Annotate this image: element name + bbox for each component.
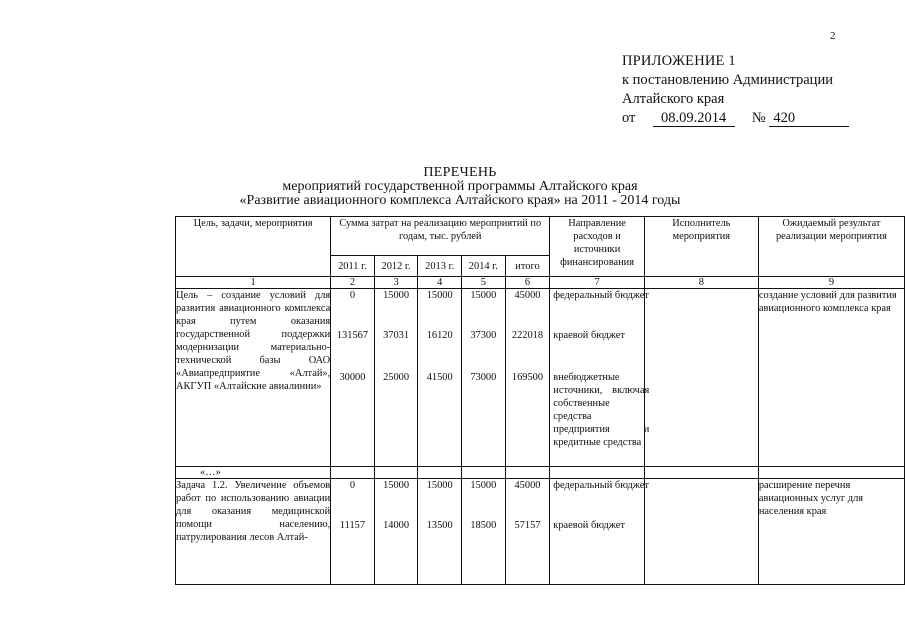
year-2013-cell: [418, 479, 462, 585]
year-2014-cell: [462, 479, 506, 585]
value: 37031: [383, 330, 410, 341]
ellipsis-text: «…»: [176, 467, 331, 479]
value: 222018: [511, 330, 544, 341]
executor-cell: [644, 289, 758, 467]
header-sum: Сумма затрат на реализацию мероприятий по годам, тыс. рублей: [331, 217, 550, 256]
executor-cell: [644, 479, 758, 585]
value: 15000: [426, 480, 453, 491]
year-2012-cell: [374, 289, 418, 467]
value: 0: [349, 480, 356, 491]
header-year-2012: 2012 г.: [374, 256, 418, 277]
table-row: [176, 467, 905, 479]
direction-text: краевой бюджет: [553, 330, 625, 341]
value: 15000: [383, 290, 410, 301]
header-direction: Направление расходов и источники финансирования: [550, 217, 645, 277]
task-text: Задача 1.2. Увеличение объемов работ по использованию авиации для оказания медицинской помощи населению, патрулирования лесов Алтай-: [176, 479, 331, 585]
direction-text: федеральный бюджет: [553, 290, 649, 301]
table-row: [176, 479, 905, 585]
header-goal: Цель, задачи, мероприятия: [176, 217, 331, 277]
header-total: итого: [505, 256, 550, 277]
measures-table: [175, 216, 905, 585]
header-executor: Исполнитель мероприятия: [644, 217, 758, 277]
value: 45000: [514, 480, 541, 491]
header-year-2013: 2013 г.: [418, 256, 462, 277]
value: 15000: [383, 480, 410, 491]
year-2014-cell: [462, 289, 506, 467]
value: 41500: [426, 372, 453, 383]
title-line1: ПЕРЕЧЕНЬ: [423, 165, 497, 180]
title-line3: «Развитие авиационного комплекса Алтайского края» на 2011 - 2014 годы: [239, 193, 681, 208]
col-number: 6: [505, 277, 550, 289]
result-text: создание условий для развития авиационного комплекса края: [758, 289, 904, 467]
value: 73000: [470, 372, 497, 383]
appendix-block: [622, 52, 849, 128]
col-number: 8: [644, 277, 758, 289]
value: 57157: [514, 520, 541, 531]
appendix-line3: Алтайского края: [622, 91, 725, 107]
value: 45000: [514, 290, 541, 301]
direction-cell: [550, 479, 649, 585]
value: 15000: [426, 290, 453, 301]
direction-text: внебюджетные источники, включая собственные средства предприятия и кредитные средства: [553, 372, 650, 448]
value: 169500: [511, 372, 544, 383]
decree-number: 420: [769, 111, 849, 127]
result-text: расширение перечня авиационных услуг для населения края: [758, 479, 904, 585]
value: 0: [349, 290, 356, 301]
value: 15000: [470, 480, 497, 491]
page-number: 2: [830, 30, 836, 42]
header-result: Ожидаемый результат реализации мероприятия: [758, 217, 904, 277]
value: 25000: [383, 372, 410, 383]
col-number: 5: [462, 277, 506, 289]
header-year-2011: 2011 г.: [331, 256, 375, 277]
goal-text: Цель – создание условий для развития авиационного комплекса края путем оказания государственной поддержки модернизации материально-технической базы ОАО «Авиапредприятие «Алтай», АКГУП «Алтайские авиалинии»: [176, 289, 331, 467]
direction-text: краевой бюджет: [553, 520, 625, 531]
year-2013-cell: [418, 289, 462, 467]
col-number: 1: [176, 277, 331, 289]
col-number: 7: [550, 277, 645, 289]
year-2011-cell: [331, 289, 375, 467]
col-number: 2: [331, 277, 375, 289]
appendix-title: ПРИЛОЖЕНИЕ 1: [622, 53, 736, 69]
col-number: 9: [758, 277, 904, 289]
total-cell: [505, 479, 550, 585]
decree-date: 08.09.2014: [653, 111, 735, 127]
direction-text: федеральный бюджет: [553, 480, 649, 491]
value: 13500: [426, 520, 453, 531]
year-2011-cell: [331, 479, 375, 585]
appendix-date-line: [622, 109, 849, 128]
year-2012-cell: [374, 479, 418, 585]
title-line2: мероприятий государственной программы Алтайского края: [282, 179, 638, 194]
value: 131567: [336, 330, 369, 341]
appendix-line2: к постановлению Администрации: [622, 72, 833, 88]
col-number: 3: [374, 277, 418, 289]
document-title: [180, 166, 740, 208]
table-row: [176, 289, 905, 467]
value: 18500: [470, 520, 497, 531]
value: 30000: [339, 372, 366, 383]
number-sign: №: [751, 110, 766, 126]
value: 37300: [470, 330, 497, 341]
value: 15000: [470, 290, 497, 301]
date-prefix: от: [622, 110, 636, 126]
value: 11157: [339, 520, 366, 531]
total-cell: [505, 289, 550, 467]
header-year-2014: 2014 г.: [462, 256, 506, 277]
col-number: 4: [418, 277, 462, 289]
value: 14000: [383, 520, 410, 531]
value: 16120: [426, 330, 453, 341]
direction-cell: [550, 289, 650, 467]
